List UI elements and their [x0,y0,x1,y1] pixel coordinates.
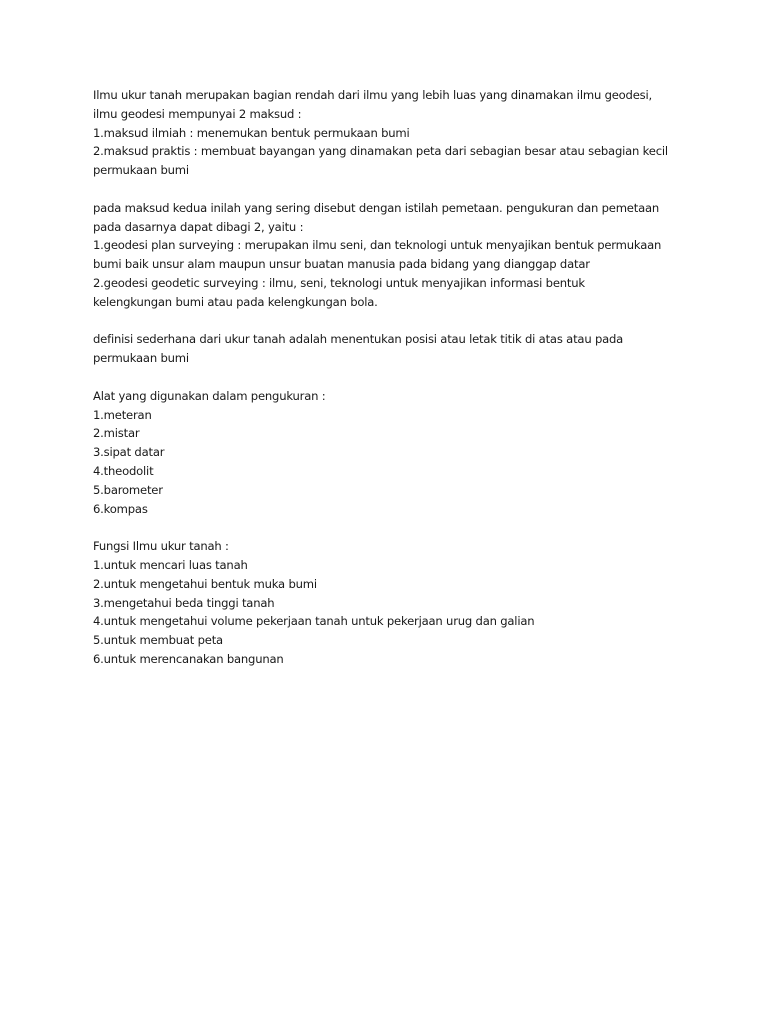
paragraph-spacer [93,518,693,537]
text-line: 2.geodesi geodetic surveying : ilmu, seni, teknologi untuk menyajikan informasi bentuk [93,275,585,290]
list-item: 1.meteran [93,407,152,422]
text-line: ilmu geodesi mempunyai 2 maksud : [93,106,302,121]
list-item: 4.untuk mengetahui volume pekerjaan tanah untuk pekerjaan urug dan galian [93,614,535,629]
text-line: pada maksud kedua inilah yang sering disebut dengan istilah pemetaan. pengukuran dan pemetaan [93,200,660,215]
paragraph-spacer [93,368,693,387]
pemetaan-paragraph [93,199,693,312]
text-line: 1.geodesi plan surveying : merupakan ilmu seni, dan teknologi untuk menyajikan bentuk permukaan [93,238,662,253]
list-item: 6.untuk merencanakan bangunan [93,651,284,666]
list-item: 5.barometer [93,482,163,497]
list-item: 6.kompas [93,501,148,516]
alat-list [93,387,693,519]
list-item: 4.theodolit [93,463,154,478]
paragraph-spacer [93,312,693,331]
list-item: 5.untuk membuat peta [93,633,223,648]
text-line: pada dasarnya dapat dibagi 2, yaitu : [93,219,304,234]
document-body [93,86,693,669]
list-heading: Fungsi Ilmu ukur tanah : [93,539,229,554]
list-item: 3.sipat datar [93,445,165,460]
text-line: 2.maksud praktis : membuat bayangan yang dinamakan peta dari sebagian besar atau sebagian kecil [93,144,668,159]
text-line: permukaan bumi [93,163,189,178]
text-line: permukaan bumi [93,351,189,366]
text-line: bumi baik unsur alam maupun unsur buatan manusia pada bidang yang dianggap datar [93,257,590,272]
list-heading: Alat yang digunakan dalam pengukuran : [93,388,326,403]
intro-paragraph [93,86,693,180]
list-item: 2.untuk mengetahui bentuk muka bumi [93,576,317,591]
fungsi-list [93,537,693,669]
definisi-paragraph [93,330,693,368]
text-line: definisi sederhana dari ukur tanah adalah menentukan posisi atau letak titik di atas atau pada [93,332,624,347]
list-item: 1.untuk mencari luas tanah [93,557,248,572]
text-line: kelengkungan bumi atau pada kelengkungan bola. [93,294,378,309]
list-item: 2.mistar [93,426,140,441]
text-line: Ilmu ukur tanah merupakan bagian rendah dari ilmu yang lebih luas yang dinamakan ilmu geodesi, [93,88,652,102]
list-item: 3.mengetahui beda tinggi tanah [93,595,275,610]
text-line: 1.maksud ilmiah : menemukan bentuk permukaan bumi [93,125,410,140]
paragraph-spacer [93,180,693,199]
